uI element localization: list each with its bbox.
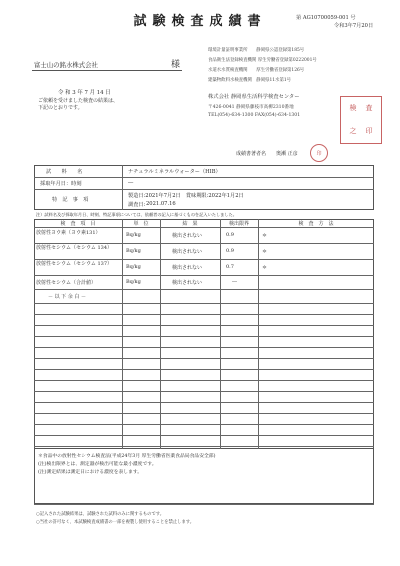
- blank-row-line: [34, 435, 374, 436]
- manufacture-info: 製造日:2021年7月2日 賞味期限:2022年1月2日: [128, 193, 244, 199]
- lab-name: 株式会社 静岡県生活科学検査センター: [208, 94, 300, 100]
- blank-row-line: [34, 325, 374, 326]
- footnote: ＊食品中の放射性セシウム検査法(平成24年3月 厚生労働省医薬食品局食品安全部): [38, 454, 216, 459]
- header-limit: 検出限界: [228, 221, 249, 227]
- lab-phone: TEL(054)-634-1300 FAX(054)-634-1301: [208, 113, 301, 118]
- table-row-unit: Bq/kg: [126, 248, 141, 254]
- table-row-result: 検出されない: [172, 280, 203, 286]
- blank-row-line: [34, 380, 374, 381]
- lab-registration: 食品衛生法登録検査機関 厚生労働省登録第0222001号: [208, 58, 317, 63]
- divider: [34, 275, 374, 276]
- document-title: 試験検査成績書: [133, 14, 267, 29]
- divider: [34, 259, 374, 260]
- table-row-item: 放射性セシウム（セシウム 137）: [36, 261, 113, 267]
- table-row-result: 検出されない: [172, 249, 203, 255]
- survey-date-value: 2021.07.16: [146, 201, 176, 207]
- collection-date-label: 採取年月日：時刻: [40, 181, 82, 187]
- recipient-company: 富士山の銘水株式会社: [34, 61, 98, 69]
- lab-registration: 建築物飲料水検査機関 静岡県11水第1号: [208, 78, 292, 83]
- blank-row-line: [34, 391, 374, 392]
- divider: [258, 219, 259, 449]
- report-author: 成績書著者名 奥瀬 正彦: [236, 151, 298, 157]
- table-row-unit: Bq/kg: [126, 264, 141, 270]
- blank-row-line: [34, 314, 374, 315]
- table-row-unit: Bq/kg: [126, 279, 141, 285]
- table-row-result: 検出されない: [172, 265, 203, 271]
- footnote: (注)測定結果は測定日における濃度を表します。: [38, 470, 143, 475]
- table-row-item: 放射性セシウム（合計値）: [36, 280, 96, 286]
- divider: [160, 219, 161, 449]
- table-row-limit: 0.7: [226, 264, 234, 270]
- author-seal-stamp: 印: [310, 144, 328, 162]
- divider: [34, 189, 374, 190]
- footnote: (注)検出限界とは、測定器が検出可能な最小濃度です。: [38, 462, 157, 467]
- blank-row-line: [34, 347, 374, 348]
- table-row-limit: ―: [232, 279, 237, 285]
- request-date: 令 和 3 年 7 月 14 日: [58, 90, 111, 96]
- intro-text: [38, 98, 118, 112]
- sample-name-label: 試 料 名: [46, 169, 83, 175]
- footnote-box: [34, 449, 374, 504]
- blank-row-line: [34, 424, 374, 425]
- divider: [122, 219, 123, 449]
- sample-name-value: ナチュラルミネラルウォーター（HIB）: [128, 169, 221, 175]
- table-row-limit: 0.9: [226, 232, 234, 238]
- recipient-honorific: 様: [171, 60, 181, 70]
- blank-row-line: [34, 336, 374, 337]
- intro-line: 下記のとおりです。: [38, 105, 83, 112]
- blank-row-line: [34, 413, 374, 414]
- divider: [34, 289, 374, 290]
- header-result: 結 果: [182, 221, 198, 227]
- survey-date-label: 調査日:: [128, 202, 146, 208]
- table-row-limit: 0.9: [226, 248, 234, 254]
- bottom-note: ○記入された試験結果は、試験された試料のみに関するものです。: [36, 512, 165, 517]
- lab-seal-stamp: 検 査 之 印: [340, 96, 382, 144]
- table-row-method: ＊: [262, 249, 268, 255]
- document-date: 令和3年7月20日: [334, 23, 374, 29]
- blank-below-marker: － 以 下 余 白 －: [48, 294, 86, 300]
- table-row-method: ＊: [262, 265, 268, 271]
- disclaimer: 注）試料名及び採取年月日、時刻、特記事項については、依頼者の記入に基づくものを記入いたしました。: [36, 212, 237, 217]
- lab-address: 〒426-0041 静岡県藤枝市高柳2310番地: [208, 105, 294, 110]
- special-notes-label: 特 記 事 項: [52, 197, 89, 203]
- results-table: [34, 219, 374, 449]
- blank-row-line: [34, 446, 374, 447]
- header-unit: 単 位: [133, 221, 149, 227]
- blank-row-line: [34, 402, 374, 403]
- intro-line: ご依頼を受けました検査の結果は、: [38, 98, 119, 104]
- divider: [34, 177, 374, 178]
- divider: [34, 243, 374, 244]
- table-row-method: ＊: [262, 233, 268, 239]
- blank-row-line: [34, 369, 374, 370]
- lab-registration: 水道水水質検査機関 厚生労働省登録第126号: [208, 68, 305, 73]
- blank-row-line: [34, 303, 374, 304]
- table-row-result: 検出されない: [172, 233, 203, 239]
- lab-registration: 環境計量証明事業所 静岡県公認登録第185号: [208, 48, 305, 53]
- divider: [220, 219, 221, 449]
- recipient-underline: [32, 70, 182, 71]
- collection-date-value: ―: [128, 180, 134, 186]
- table-row-unit: Bq/kg: [126, 232, 141, 238]
- blank-row-line: [34, 358, 374, 359]
- divider: [34, 227, 374, 228]
- header-item: 検 査 項 目: [60, 221, 96, 227]
- document-number: 第 AG10700059-001 号: [296, 15, 356, 21]
- bottom-note: ○当社の許可なく、本試験検査成績書の一部を複製し使用することを禁止します。: [36, 520, 195, 525]
- header-method: 検 査 方 法: [298, 221, 334, 227]
- divider: [122, 165, 123, 210]
- divider: [34, 504, 374, 505]
- table-row-item: 放射性ヨウ素（ヨウ素131）: [36, 230, 101, 236]
- table-row-item: 放射性セシウム（セシウム 134）: [36, 245, 113, 251]
